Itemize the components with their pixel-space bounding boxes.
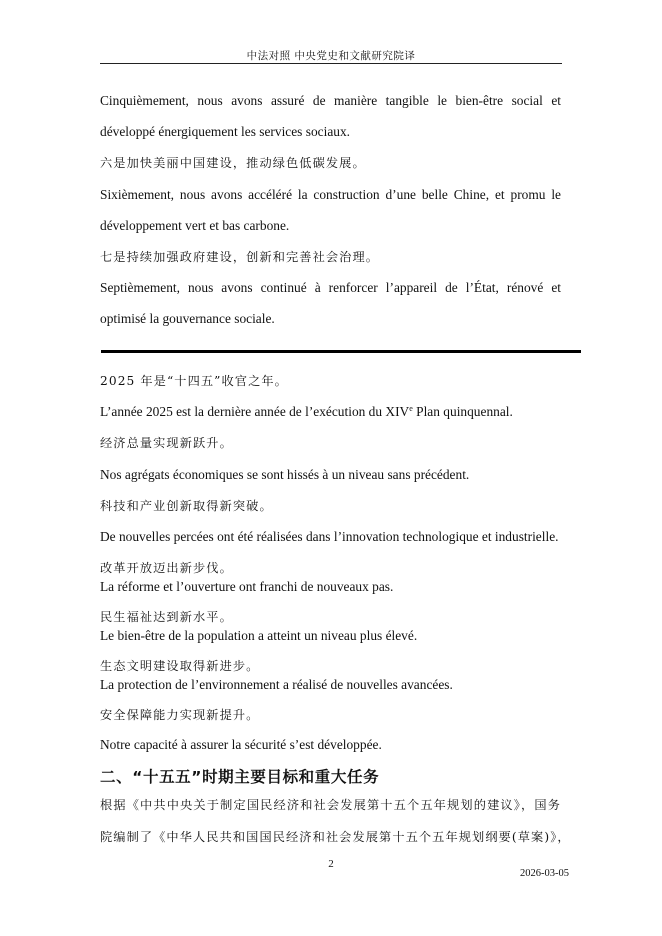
running-header: 中法对照 中央党史和文献研究院译 [246,50,416,62]
date-stamp: 2026-03-05 [520,868,569,879]
security-zh: 安全保障能力实现新提升。 [100,708,260,722]
econ-fr: Nos agrégats économiques se sont hissés à un niveau sans précédent. [100,467,470,482]
security-fr: Notre capacité à assurer la sécurité s’est développée. [100,737,382,752]
reform-fr: La réforme et l’ouverture ont franchi de nouveaux pas. [100,579,394,594]
welfare-fr: Le bien-être de la population a atteint un niveau plus élevé. [100,628,418,643]
p1-fr-line1: Cinquièmement, nous avons assuré de manière tangible le bien-être social et [100,93,561,108]
intro-fr-superscript: e [409,404,413,413]
page-number: 2 [328,858,334,870]
p3-fr-line1: Septièmement, nous avons continué à renforcer l’appareil de l’État, rénové et [100,280,561,295]
intro-fr [100,404,513,420]
eco-zh: 生态文明建设取得新进步。 [100,659,260,673]
section-heading: 二、“十五五”时期主要目标和重大任务 [100,768,380,786]
welfare-zh: 民生福祉达到新水平。 [100,610,233,624]
closing-line1: 根据《中共中央关于制定国民经济和社会发展第十五个五年规划的建议》，国务 [100,798,561,812]
closing-line2: 院编制了《中华人民共和国国民经济和社会发展第十五个五年规划纲要(草案)》， [100,830,571,844]
p2-fr-line2: développement vert et bas carbone. [100,218,290,233]
eco-fr: La protection de l’environnement a réalisé de nouvelles avancées. [100,677,453,692]
p3-zh: 七是持续加强政府建设，创新和完善社会治理。 [100,250,380,264]
section-separator [101,350,581,353]
header-divider [100,63,562,64]
tech-zh: 科技和产业创新取得新突破。 [100,499,273,513]
intro-fr-text: L’année 2025 est la dernière année de l’exécution du XIV [100,404,410,419]
p2-zh: 六是加快美丽中国建设，推动绿色低碳发展。 [100,156,366,170]
p2-fr-line1: Sixièmement, nous avons accéléré la construction d’une belle Chine, et promu le [100,187,561,202]
intro-fr-text-end: Plan quinquennal. [412,404,513,419]
p1-fr-line2: développé énergiquement les services sociaux. [100,124,350,139]
p3-fr-line2: optimisé la gouvernance sociale. [100,311,275,326]
econ-zh: 经济总量实现新跃升。 [100,436,233,450]
intro-zh: 2025 年是“十四五”收官之年。 [100,374,288,388]
reform-zh: 改革开放迈出新步伐。 [100,561,233,575]
tech-fr: De nouvelles percées ont été réalisées dans l’innovation technologique et industrielle. [100,529,559,544]
